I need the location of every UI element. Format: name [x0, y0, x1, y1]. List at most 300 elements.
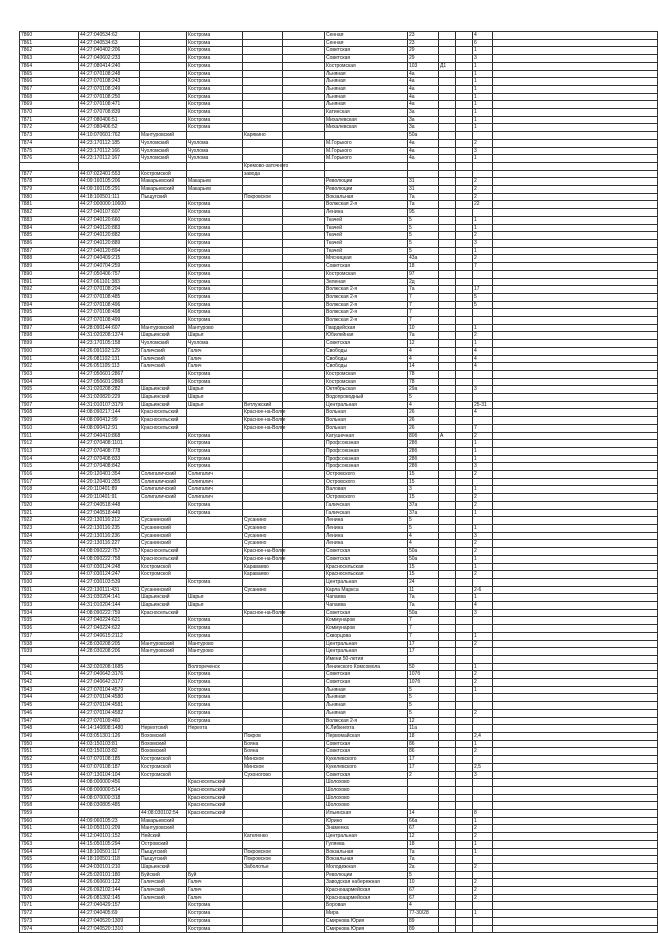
cell-city: Шарья [187, 394, 243, 402]
cell-letter [456, 602, 473, 610]
cell-letter [456, 763, 473, 771]
table-row [20, 625, 658, 633]
cell-district [140, 286, 187, 294]
cell-settlement: Сусанино [243, 586, 283, 594]
cell-row-number: 7961 [20, 825, 79, 833]
cell-house: 107б [408, 679, 439, 687]
cell-street: М.Горького [325, 147, 408, 155]
cell-building [439, 32, 456, 40]
cell-note [493, 679, 658, 687]
cell-house: 15 [408, 494, 439, 502]
table-row [20, 663, 658, 671]
cell-settlement: Красное-на-Волге [244, 424, 286, 431]
cell-locality [283, 694, 325, 702]
cell-apartment: 2 [473, 709, 493, 717]
cell-house: 4а [408, 85, 439, 93]
cell-city [187, 525, 243, 533]
cell-city [187, 732, 243, 740]
cell-locality [283, 355, 325, 363]
cell-building [439, 278, 456, 286]
cell-city: Кострома [187, 286, 243, 294]
cell-building [439, 871, 456, 879]
cell-house: 7 [408, 317, 439, 325]
cell-apartment [473, 625, 493, 633]
cell-row-number: 7886 [20, 239, 79, 247]
cell-locality [283, 810, 325, 818]
cell-street: Льняная [325, 709, 408, 717]
cell-house [408, 170, 439, 178]
cell-settlement [243, 440, 283, 448]
cell-apartment: 4 [473, 32, 493, 40]
cell-building [439, 617, 456, 625]
cell-street: Революции [325, 178, 408, 186]
cell-house: 4 [408, 532, 439, 540]
cell-locality [283, 925, 325, 933]
cell-letter [456, 825, 473, 833]
cell-settlement: Сухоногово [243, 771, 283, 779]
cell-locality [283, 756, 325, 764]
cell-cadastral-number: 44:27:040402:206 [79, 47, 140, 55]
cell-house: 7а [408, 286, 439, 294]
cell-cadastral-number: 44:27:040410:868 [79, 432, 140, 440]
cell-locality [283, 663, 325, 671]
cell-locality [283, 740, 325, 748]
cell-settlement: Покровское [243, 193, 283, 201]
cell-cadastral-number: 44:31:020208:1374 [79, 332, 140, 340]
cell-row-number: 7920 [20, 501, 79, 509]
cell-settlement: завода [243, 170, 283, 178]
cell-locality [283, 85, 325, 93]
cell-street: Ткачей [325, 239, 408, 247]
cell-row-number: 7963 [20, 840, 79, 848]
cell-letter [456, 925, 473, 933]
cell-city: Кострома [187, 578, 243, 586]
cell-settlement [243, 594, 283, 602]
table-row [20, 70, 658, 78]
cell-cadastral-number: 44:31:010107:3179 [79, 401, 140, 409]
cell-note [493, 124, 658, 132]
cell-row-number: 7905 [20, 386, 79, 394]
cell-note [493, 471, 658, 479]
cell-street: Советская [325, 55, 408, 63]
cell-house: 5 [408, 694, 439, 702]
cell-note [493, 763, 658, 771]
cell-settlement [243, 347, 283, 355]
table-row [20, 525, 658, 533]
cell-city [187, 193, 243, 201]
cell-district [140, 702, 187, 710]
cell-building [439, 586, 456, 594]
cell-row-number: 7881 [20, 201, 79, 209]
cell-row-number: 7902 [20, 363, 79, 371]
table-row [20, 894, 658, 902]
cell-letter [456, 794, 473, 802]
cell-settlement [243, 239, 283, 247]
cell-city [187, 170, 243, 178]
table-row [20, 116, 658, 124]
cell-city: Кострома [187, 432, 243, 440]
cell-street: Волжская 2-я [325, 717, 408, 725]
cell-row-number: 7898 [20, 332, 79, 340]
cell-note [493, 802, 658, 810]
cell-cadastral-number: 44:27:080406:51 [79, 116, 140, 124]
cell-settlement [243, 386, 283, 394]
cell-apartment: 8 [473, 810, 493, 818]
cell-city: Солигалич [187, 486, 243, 494]
cell-locality [283, 170, 325, 178]
cell-district [140, 509, 187, 517]
cell-locality [283, 132, 325, 140]
cell-district [140, 278, 187, 286]
cell-house: 89 [408, 917, 439, 925]
cell-street: Ткачей [325, 224, 408, 232]
cell-district [140, 93, 187, 101]
cell-locality [283, 686, 325, 694]
cell-house: 26 [408, 417, 439, 425]
cell-apartment: 1 [473, 340, 493, 348]
cell-city [187, 586, 243, 594]
cell-district: Вохомский [140, 748, 187, 756]
cell-row-number: 7937 [20, 632, 79, 640]
cell-locality [283, 548, 325, 556]
cell-house: 4а [408, 101, 439, 109]
cell-district [140, 802, 187, 810]
cell-street: Островского [325, 478, 408, 486]
cell-note [493, 401, 658, 409]
cell-settlement [243, 455, 283, 463]
cell-district: Сусанинский [140, 532, 187, 540]
cell-row-number: 7869 [20, 101, 79, 109]
cell-district: Чухломский [140, 155, 187, 163]
cell-house: 31 [408, 186, 439, 194]
cell-letter [456, 62, 473, 70]
cell-apartment [473, 370, 493, 378]
cell-note [493, 340, 658, 348]
cell-row-number: 7928 [20, 563, 79, 571]
cell-building [439, 894, 456, 902]
cell-note [493, 817, 658, 825]
cell-row-number: 7907 [20, 401, 79, 409]
cell-cadastral-number: 44:12:040101:152 [79, 833, 140, 841]
table-row [20, 93, 658, 101]
cell-letter [456, 85, 473, 93]
cell-letter [456, 309, 473, 317]
cell-cadastral-number: 44:27:070708:839 [79, 109, 140, 117]
cell-apartment: 3 [473, 463, 493, 471]
cell-city [187, 162, 243, 170]
cell-district [140, 55, 187, 63]
cell-locality [283, 278, 325, 286]
cell-locality [283, 871, 325, 879]
cell-apartment [473, 278, 493, 286]
cell-district [140, 224, 187, 232]
cell-building [439, 324, 456, 332]
table-row [20, 239, 658, 247]
cell-street: Льняная [325, 702, 408, 710]
cell-street: К.Либкнехта [325, 725, 408, 733]
table-row [20, 679, 658, 687]
cell-cadastral-number: 44:22:130116:236 [79, 532, 140, 540]
cell-street: Волжская 2-я [325, 317, 408, 325]
cell-district: Красносельский [140, 417, 187, 425]
cell-apartment [473, 517, 493, 525]
cell-city [187, 840, 243, 848]
cell-letter [456, 370, 473, 378]
cell-district [140, 85, 187, 93]
cell-apartment: 2 [473, 748, 493, 756]
cell-street: Свободы [325, 355, 408, 363]
cell-letter [456, 501, 473, 509]
cell-apartment: 4 [473, 355, 493, 363]
cell-building [439, 548, 456, 556]
cell-letter [456, 324, 473, 332]
cell-locality [283, 863, 325, 871]
cell-cadastral-number: 44:27:040520:1309 [79, 917, 140, 925]
cell-settlement: Кремово-заточного [244, 162, 289, 169]
cell-city [187, 548, 243, 556]
cell-street: Гвардейская [325, 324, 408, 332]
cell-house: 97 [408, 270, 439, 278]
cell-street: Молодежная [325, 863, 408, 871]
cell-city: Шарья [187, 594, 243, 602]
cell-letter [456, 771, 473, 779]
cell-apartment: 1 [473, 509, 493, 517]
cell-locality [283, 602, 325, 610]
cell-locality [283, 55, 325, 63]
cell-street: Льняная [325, 70, 408, 78]
cell-locality [283, 424, 325, 432]
cell-district [140, 209, 187, 217]
cell-house [408, 802, 439, 810]
cell-cadastral-number: 44:26:060601:122 [79, 879, 140, 887]
cell-letter [456, 802, 473, 810]
cell-building [439, 286, 456, 294]
cell-row-number: 7877 [20, 170, 79, 178]
table-row [20, 871, 658, 879]
cell-city: Кострома [187, 370, 243, 378]
cell-note [493, 732, 658, 740]
cell-row-number: 7878 [20, 178, 79, 186]
cell-city: Кострома [187, 232, 243, 240]
cell-district: Галичский [140, 894, 187, 902]
cell-city: Кострома [187, 617, 243, 625]
cell-settlement [243, 910, 283, 918]
cell-street: Октябрьская [325, 386, 408, 394]
cell-apartment: 3 [473, 771, 493, 779]
table-row [20, 863, 658, 871]
cell-house: 4 [408, 902, 439, 910]
cell-district: Шарьинский [140, 863, 187, 871]
cell-note [493, 309, 658, 317]
cell-apartment: 1 [473, 47, 493, 55]
cell-building [439, 501, 456, 509]
cell-locality [283, 578, 325, 586]
cell-apartment: 2 [473, 255, 493, 263]
cell-settlement: Сусанино [243, 540, 283, 548]
cell-locality [283, 501, 325, 509]
cell-house: 17 [408, 756, 439, 764]
cell-letter [456, 748, 473, 756]
cell-apartment [473, 786, 493, 794]
cell-locality [283, 70, 325, 78]
cell-district [140, 32, 187, 40]
cell-letter [456, 32, 473, 40]
cell-settlement [243, 309, 283, 317]
cell-note [493, 887, 658, 895]
cell-district [140, 910, 187, 918]
cell-street: Профсоюзная [325, 447, 408, 455]
cell-letter [456, 671, 473, 679]
table-row [20, 417, 658, 425]
cell-row-number: 7864 [20, 62, 79, 70]
cell-city: Чухлома [187, 147, 243, 155]
table-row [20, 771, 658, 779]
table-row [20, 409, 658, 417]
table-row [20, 85, 658, 93]
table-row [20, 887, 658, 895]
cell-cadastral-number: 44:09:160105:291 [79, 186, 140, 194]
cell-row-number: 7925 [20, 540, 79, 548]
cell-district [140, 101, 187, 109]
cell-row-number: 7912 [20, 440, 79, 448]
cell-apartment [473, 702, 493, 710]
cell-note [493, 301, 658, 309]
cell-letter [456, 648, 473, 656]
cell-locality [283, 270, 325, 278]
cell-building [439, 648, 456, 656]
cell-apartment: 3 [473, 239, 493, 247]
cell-house: 14 [408, 810, 439, 818]
cell-apartment: 2 [473, 232, 493, 240]
cell-locality [283, 555, 325, 563]
cell-letter [456, 255, 473, 263]
cell-city: Галич [187, 879, 243, 887]
cell-settlement [243, 887, 283, 895]
cell-street: Юбилейная [325, 332, 408, 340]
cell-building [439, 317, 456, 325]
cell-street: Льняная [325, 93, 408, 101]
cell-letter [456, 702, 473, 710]
cell-note [493, 602, 658, 610]
cell-locality [283, 648, 325, 656]
cell-street: Мясницкая [325, 255, 408, 263]
cell-settlement: Сусанино [243, 532, 283, 540]
cell-locality [283, 386, 325, 394]
cell-city: Кострома [187, 925, 243, 933]
cell-district [140, 239, 187, 247]
cell-cadastral-number: 44:27:040518:449 [79, 509, 140, 517]
cell-settlement: Минское [243, 756, 283, 764]
cell-apartment: 1 [473, 455, 493, 463]
cell-settlement [243, 332, 283, 340]
cell-district [140, 47, 187, 55]
cell-building [439, 447, 456, 455]
cell-locality [283, 409, 325, 417]
cell-locality [283, 910, 325, 918]
cell-letter [456, 224, 473, 232]
cell-locality [283, 309, 325, 317]
table-row [20, 540, 658, 548]
cell-row-number: 7969 [20, 887, 79, 895]
cell-street: Коммунаров [325, 617, 408, 625]
cell-settlement [243, 509, 283, 517]
cell-locality [283, 62, 325, 70]
cell-cadastral-number [79, 655, 140, 663]
cell-street: Шолохово [325, 786, 408, 794]
cell-street: Кукелевского [325, 763, 408, 771]
cell-row-number: 7945 [20, 702, 79, 710]
cell-locality [283, 363, 325, 371]
cell-district: Сусанинский [140, 540, 187, 548]
cell-note [493, 363, 658, 371]
cell-building [439, 863, 456, 871]
cell-city [187, 571, 243, 579]
cell-settlement [243, 394, 283, 402]
cell-row-number: 7918 [20, 486, 79, 494]
cell-street: Льняная [325, 694, 408, 702]
table-row [20, 386, 658, 394]
cell-district [140, 625, 187, 633]
cell-apartment: 2-6 [473, 586, 493, 594]
cell-city: Кострома [187, 78, 243, 86]
cell-street: Ильинская [325, 810, 408, 818]
cell-cadastral-number: 44:23:170112:167 [79, 155, 140, 163]
cell-row-number: 7956 [20, 786, 79, 794]
cell-locality [283, 617, 325, 625]
cell-cadastral-number: 44:23:170105:158 [79, 340, 140, 348]
cell-city: Кострома [187, 116, 243, 124]
cell-locality [283, 894, 325, 902]
cell-building [439, 655, 456, 663]
cell-note [493, 55, 658, 63]
cell-building [439, 409, 456, 417]
cell-cadastral-number: 44:27:040534:62 [79, 32, 140, 40]
cell-street: Валовая [325, 486, 408, 494]
cell-cadastral-number: 44:27:070108:204 [79, 286, 140, 294]
cell-district [140, 786, 187, 794]
cell-locality [283, 239, 325, 247]
cell-settlement [243, 32, 283, 40]
cell-cadastral-number: 44:08:030805:485 [79, 802, 140, 810]
cell-house: 15 [408, 563, 439, 571]
cell-note [493, 563, 658, 571]
cell-letter [456, 55, 473, 63]
cell-city: Кострома [187, 378, 243, 386]
table-row [20, 555, 658, 563]
cell-locality [283, 486, 325, 494]
cell-settlement: Сусанино [243, 525, 283, 533]
cell-locality [283, 232, 325, 240]
cell-cadastral-number: 44:27:040704:259 [79, 263, 140, 271]
cell-building [439, 93, 456, 101]
cell-house: 31 [408, 178, 439, 186]
cell-house: 7а [408, 201, 439, 209]
cell-apartment: 1 [473, 78, 493, 86]
cell-locality [283, 802, 325, 810]
cell-city: Макарьев [187, 186, 243, 194]
cell-city: Кострома [187, 632, 243, 640]
cell-locality [283, 455, 325, 463]
table-row [20, 162, 658, 170]
table-row [20, 55, 658, 63]
table-row [20, 856, 658, 864]
cell-building [439, 702, 456, 710]
cell-cadastral-number [79, 810, 140, 818]
cell-cadastral-number: 44:22:130116:227 [79, 540, 140, 548]
cell-house: 15 [408, 471, 439, 479]
cell-district: Чухломский [140, 147, 187, 155]
cell-apartment [473, 209, 493, 217]
